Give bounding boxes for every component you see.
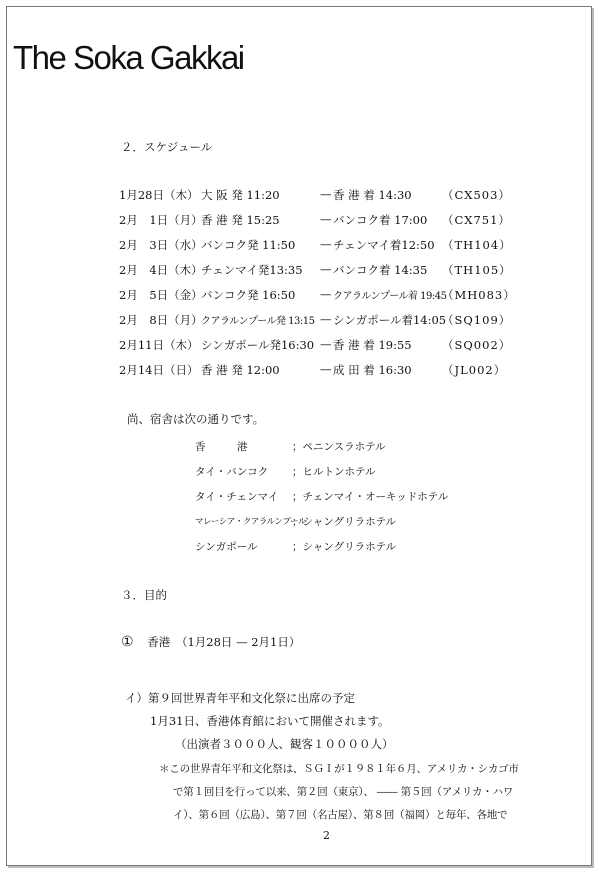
page-number: 2 — [323, 829, 330, 842]
schedule-arrive: バンコク着 17:00 — [333, 213, 428, 227]
schedule-heading: ２．スケジュール — [121, 140, 213, 154]
schedule-dash: — — [320, 337, 332, 351]
schedule-arrive: バンコク着 14:35 — [333, 263, 428, 277]
schedule-arrive: 香 港 着 19:55 — [333, 338, 412, 352]
note-line: ＊この世界青年平和文化祭は、ＳＧＩが１９８１年６月、アメリカ・シカゴ市 — [159, 763, 519, 775]
schedule-arrive: 成 田 着 16:30 — [333, 363, 412, 377]
sub-item-i: イ）第９回世界青年平和文化祭に出席の予定 — [125, 691, 355, 705]
schedule-depart: チェンマイ発13:35 — [201, 263, 303, 277]
schedule-flight: （JL002） — [442, 363, 507, 377]
schedule-flight: （SQ109） — [442, 313, 512, 327]
lodging-hotel: ；シャングリラホテル — [292, 516, 397, 528]
schedule-dash: — — [320, 187, 332, 201]
item-marker: ① — [121, 634, 134, 650]
schedule-flight: （TH105） — [442, 263, 512, 277]
schedule-flight: （TH104） — [442, 238, 512, 252]
schedule-date: 2月 4日（木） — [119, 263, 203, 277]
attendance-line: （出演者３０００人、観客１００００人） — [175, 737, 394, 751]
lodging-hotel: ；チェンマイ・オーキッドホテル — [292, 491, 449, 503]
schedule-depart: クアラルンプール発 13:15 — [201, 316, 315, 327]
schedule-depart: バンコク発 11:50 — [201, 238, 296, 252]
schedule-flight: （SQ002） — [442, 338, 512, 352]
note-line: で第１回目を行って以来、第２回（東京）、 ―― 第５回（アメリカ・ハワ — [173, 786, 514, 798]
schedule-date: 2月 5日（金） — [119, 288, 203, 302]
schedule-dash: — — [320, 287, 332, 301]
schedule-dash: — — [320, 212, 332, 226]
document-title: The Soka Gakkai — [13, 39, 244, 76]
schedule-depart: 大 阪 発 11:20 — [201, 188, 280, 202]
schedule-dash: — — [320, 312, 332, 326]
document-page — [6, 6, 592, 866]
schedule-dash: — — [320, 237, 332, 251]
item-label: 香港 （1月28日 — 2月1日） — [147, 635, 301, 649]
lodging-place: シンガポール — [195, 541, 258, 553]
lodging-hotel: ；シャングリラホテル — [292, 541, 397, 553]
schedule-date: 1月28日（木） — [119, 188, 199, 202]
schedule-arrive: シンガポール着14:05 — [333, 313, 447, 327]
schedule-flight: （MH083） — [442, 288, 516, 302]
schedule-arrive: クアラルンプール着 19:45 — [333, 291, 447, 302]
schedule-date: 2月11日（木） — [119, 338, 199, 352]
schedule-flight: （CX503） — [442, 188, 511, 202]
note-line: イ）、第６回（広島）、第７回（名古屋）、第８回（福岡）と毎年、各地で — [173, 809, 508, 821]
lodging-place: タイ・チェンマイ — [195, 491, 279, 503]
schedule-dash: — — [320, 262, 332, 276]
lodging-hotel: ；ヒルトンホテル — [292, 466, 376, 478]
lodging-place: 香 港 — [195, 441, 248, 453]
schedule-flight: （CX751） — [442, 213, 511, 227]
lodging-hotel: ；ペニンスラホテル — [292, 441, 386, 453]
schedule-arrive: チェンマイ着12:50 — [333, 238, 435, 252]
schedule-date: 2月14日（日） — [119, 363, 199, 377]
lodging-intro: 尚、宿舎は次の通りです。 — [127, 412, 265, 426]
schedule-depart: 香 港 発 15:25 — [201, 213, 280, 227]
lodging-place: マレーシア・クアラルンプール — [195, 517, 306, 527]
lodging-place: タイ・バンコク — [195, 466, 269, 478]
schedule-depart: バンコク発 16:50 — [201, 288, 296, 302]
schedule-date: 2月 3日（水） — [119, 238, 203, 252]
purpose-heading: ３．目的 — [121, 588, 167, 602]
purpose-item-1 — [121, 634, 300, 650]
schedule-depart: シンガポール発16:30 — [201, 338, 315, 352]
schedule-depart: 香 港 発 12:00 — [201, 363, 280, 377]
schedule-date: 2月 1日（月） — [119, 213, 203, 227]
schedule-arrive: 香 港 着 14:30 — [333, 188, 412, 202]
schedule-dash: — — [320, 362, 332, 376]
schedule-date: 2月 8日（月） — [119, 313, 203, 327]
venue-line: 1月31日、香港体育館において開催されます。 — [150, 714, 390, 728]
